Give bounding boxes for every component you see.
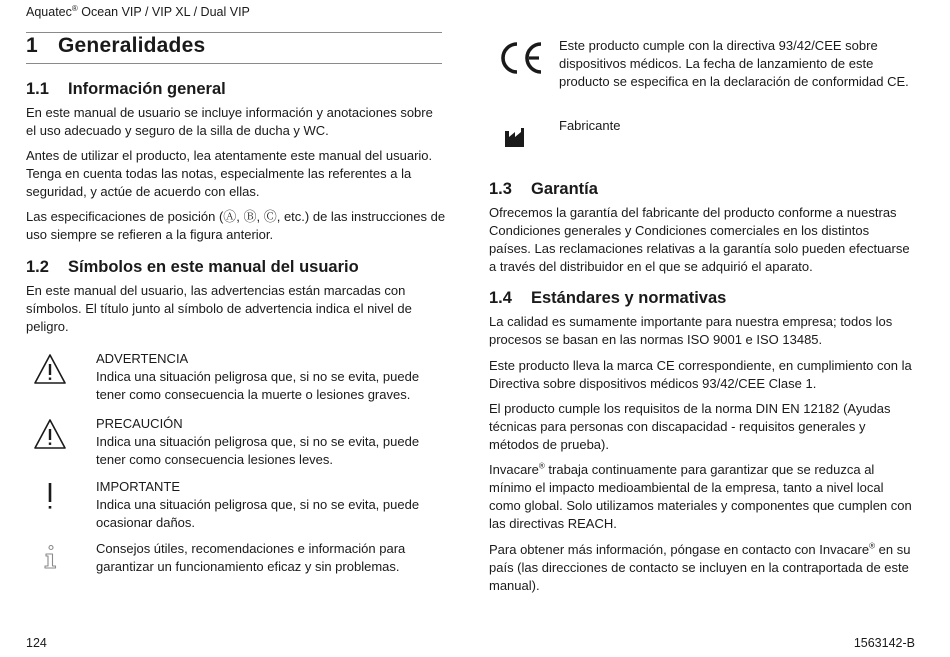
ce-mark-icon xyxy=(497,40,545,76)
paragraph: La calidad es sumamente importante para nuestra empresa; todos los procesos se basan en las normas ISO 9001 e ISO 13485. xyxy=(489,314,893,347)
models: Ocean VIP / VIP XL / Dual VIP xyxy=(81,5,250,19)
section-number: 1.3 xyxy=(489,180,512,198)
page-number: 124 xyxy=(26,636,47,650)
paragraph-text: en su país (las direcciones de contacto se incluyen en la contraportada de este manual). xyxy=(489,542,911,593)
ce-text: Este producto cumple con la directiva 93/42/CEE sobre dispositivos médicos. La fecha de lanzamiento de este producto se especifica en la declaración de conformidad CE. xyxy=(559,38,909,89)
paragraph-text: Para obtener más información, póngase en contacto con Invacare xyxy=(489,542,870,557)
section-heading-1-4 xyxy=(489,289,913,308)
manufacturer-icon xyxy=(503,126,525,148)
caution-text: Indica una situación peligrosa que, si no se evita, puede tener como consecuencia lesiones leves. xyxy=(96,434,420,467)
exclamation-icon xyxy=(44,482,56,512)
important-label: IMPORTANTE xyxy=(96,479,181,494)
running-head xyxy=(26,5,250,19)
caution-label: PRECAUCIÓN xyxy=(96,416,183,431)
registered-mark: ® xyxy=(71,3,78,13)
chapter-title-text: Generalidades xyxy=(58,34,206,57)
registered-mark: ® xyxy=(538,461,545,471)
section-number: 1.2 xyxy=(26,258,49,276)
registered-mark: ® xyxy=(869,541,876,551)
chapter-number: 1 xyxy=(26,34,38,57)
section-heading-1-3 xyxy=(489,180,913,199)
section-title: Estándares y normativas xyxy=(531,289,727,307)
brand: Aquatec xyxy=(26,5,72,19)
chapter-rule-top xyxy=(26,32,442,33)
paragraph xyxy=(489,541,913,595)
warning-text: Indica una situación peligrosa que, si no se evita, puede tener como consecuencia la muerte o lesiones graves. xyxy=(96,369,420,402)
tips-text: Consejos útiles, recomendaciones e información para garantizar un funcionamiento eficaz y sin problemas. xyxy=(96,541,406,574)
caution-triangle-icon xyxy=(33,418,67,450)
section-title: Información general xyxy=(68,80,226,98)
manufacturer-text: Fabricante xyxy=(559,118,621,133)
section-number: 1.1 xyxy=(26,80,49,98)
section-heading-1-1 xyxy=(26,80,446,99)
chapter-title xyxy=(26,34,205,58)
paragraph: En este manual de usuario se incluye información y anotaciones sobre el uso adecuado y seguro de la silla de ducha y WC. xyxy=(26,105,433,138)
paragraph-text: trabaja continuamente para garantizar que se reduzca al mínimo el impacto medioambiental de la empresa, tanto a nivel local como global. Solo utilizamos materiales y componentes que cumplen con las directivas REACH. xyxy=(489,462,912,531)
section-number: 1.4 xyxy=(489,289,512,307)
paragraph: Ofrecemos la garantía del fabricante del producto conforme a nuestras Condiciones generales y Condiciones comerciales en los distintos países. Las reclamaciones relativas a la garantía solo pueden efectuarse a través del distribuidor en el que se adquirió el aparato. xyxy=(489,205,910,274)
paragraph: Las especificaciones de posición (Ⓐ, Ⓑ, Ⓒ, etc.) de las instrucciones de uso siempre se refieren a la figura anterior. xyxy=(26,209,446,242)
info-icon xyxy=(41,544,59,570)
section-title: Símbolos en este manual del usuario xyxy=(68,258,359,276)
paragraph: Antes de utilizar el producto, lea atentamente este manual del usuario. Tenga en cuenta todas las notas, especialmente las referentes a la seguridad, y actúe de acuerdo con ellas. xyxy=(26,148,433,199)
chapter-rule-bottom xyxy=(26,63,442,64)
section-heading-1-2 xyxy=(26,258,446,277)
invacare-brand: Invacare xyxy=(489,462,539,477)
paragraph: En este manual del usuario, las advertencias están marcadas con símbolos. El título junto al símbolo de advertencia indica el nivel de peligro. xyxy=(26,283,412,334)
paragraph: El producto cumple los requisitos de la norma DIN EN 12182 (Ayudas técnicas para personas con discapacidad - requisitos generales y métodos de prueba). xyxy=(489,401,891,452)
document-id: 1563142-B xyxy=(853,636,915,650)
warning-triangle-icon xyxy=(33,353,67,385)
paragraph: Este producto lleva la marca CE correspondiente, en cumplimiento con la Directiva sobre dispositivos médicos 93/42/CEE Clase 1. xyxy=(489,358,912,391)
warning-label: ADVERTENCIA xyxy=(96,351,189,366)
important-text: Indica una situación peligrosa que, si no se evita, puede ocasionar daños. xyxy=(96,497,420,530)
paragraph xyxy=(489,461,913,533)
section-title: Garantía xyxy=(531,180,598,198)
